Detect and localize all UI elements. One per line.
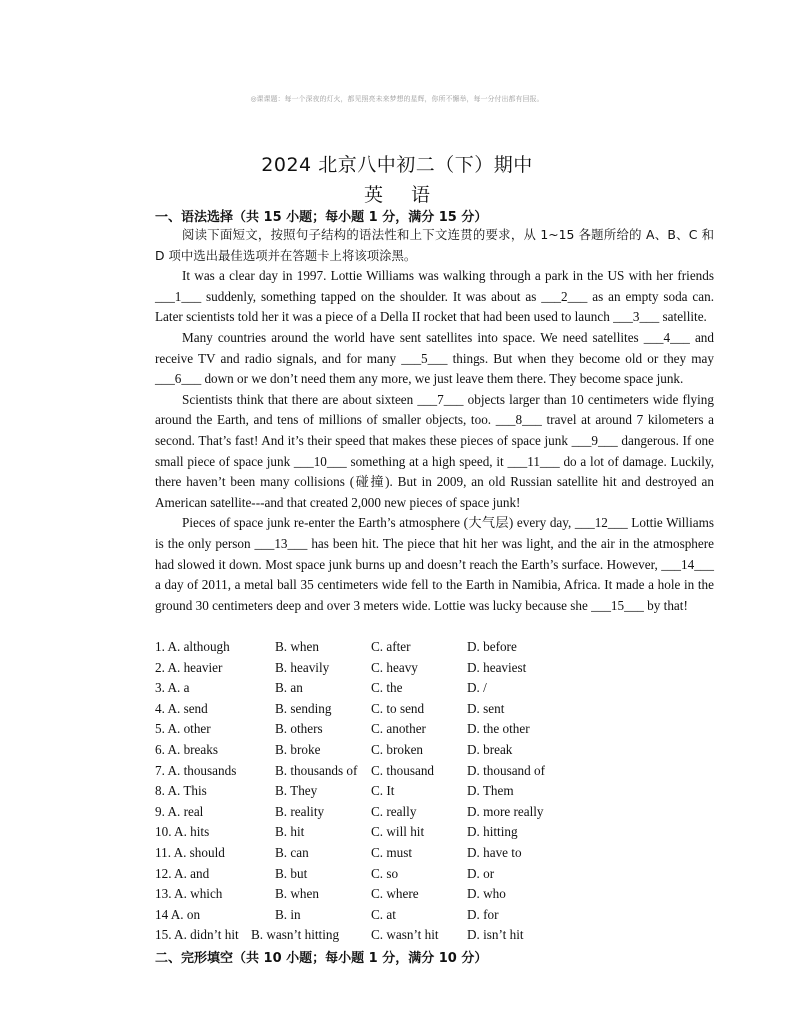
option-d: D. isn’t hit: [467, 927, 524, 943]
option-d: D. hitting: [467, 824, 518, 840]
option-b: B. when: [275, 639, 319, 654]
option-c: C. at: [371, 906, 396, 922]
option-row-10: [155, 822, 715, 843]
option-d: D. or: [467, 865, 495, 881]
answer-options: [155, 637, 715, 946]
option-row-7: [155, 761, 715, 782]
option-d: D. before: [467, 639, 517, 654]
option-row-6: [155, 740, 715, 761]
option-c: C. thousand: [371, 762, 435, 778]
header-watermark: ◎课课题：每一个深夜的灯火，都见照亮未来梦想的星辉，你所不懈举，每一分付出都有回报。: [250, 95, 544, 103]
option-d: D. sent: [467, 700, 505, 716]
option-c: C. really: [371, 803, 417, 819]
option-a: 7. A. thousands: [155, 762, 237, 778]
option-b: B. thousands of: [275, 762, 358, 778]
option-row-3: [155, 678, 715, 699]
option-a: 10. A. hits: [155, 824, 210, 840]
exam-title: 2024 北京八中初二（下）期中: [261, 154, 533, 176]
passage-paragraph-1: It was a clear day in 1997. Lottie Williams was walking through a park in the US with her friends ___1___ suddenly, something tapped on the shoulder. It was about as ___2___ as an empty soda can. Later scientists told her it was a piece of a Della II rocket that had been used to launch ___3___ satellite.: [155, 268, 714, 325]
option-d: D. who: [467, 886, 506, 902]
option-b: B. wasn’t hitting: [251, 927, 340, 943]
option-c: C. after: [371, 639, 411, 654]
option-a: 9. A. real: [155, 803, 204, 819]
option-b: B. but: [275, 865, 308, 881]
option-b: B. broke: [275, 741, 321, 757]
option-row-12: [155, 864, 715, 885]
option-d: D. break: [467, 741, 513, 757]
option-c: C. so: [371, 865, 399, 881]
option-b: B. reality: [275, 803, 325, 819]
option-a: 2. A. heavier: [155, 659, 223, 675]
option-a: 5. A. other: [155, 721, 211, 737]
option-c: C. heavy: [371, 659, 418, 675]
option-c: C. broken: [371, 741, 424, 757]
option-a: 8. A. This: [155, 783, 207, 799]
option-b: B. heavily: [275, 659, 330, 675]
option-c: C. the: [371, 680, 403, 696]
option-d: D. Them: [467, 783, 514, 799]
option-c: C. to send: [371, 700, 425, 716]
option-c: C. where: [371, 886, 419, 902]
exam-subject: 英 语: [363, 184, 431, 206]
instructions: 阅读下面短文，按照句子结构的语法性和上下文连贯的要求，从 1~15 各题所给的 A、B、C 和 D 项中选出最佳选项并在答题卡上将该项涂黑。: [155, 227, 714, 263]
passage-paragraph-3: Scientists think that there are about sixteen ___7___ objects larger than 10 centimeters wide flying around the Earth, and tens of millions of smaller objects, too. ___8___ travel at around 7 kilometers a second. That’s fast! And it’s their speed that makes these pieces of space junk ___9___ dangerous. If one small piece of space junk ___10___ something at a high speed, it ___11___ do a lot of damage. Luckily, there haven’t been many collisions (碰撞). But in 2009, an old Russian satellite hit and destroyed an American satellite---and that created 2,000 new pieces of space junk!: [155, 391, 714, 510]
option-a: 6. A. breaks: [155, 741, 218, 757]
option-row-15: [155, 925, 715, 946]
option-d: D. heaviest: [467, 659, 527, 675]
option-d: D. the other: [467, 721, 530, 737]
option-d: D. /: [467, 680, 487, 696]
option-a: 1. A. although: [155, 639, 230, 654]
passage-paragraph-2: Many countries around the world have sent satellites into space. We need satellites ___4___ and receive TV and radio signals, and for many ___5___ things. But when they become old or they may ___6___ down or we don’t need them any more, we just leave them there. They become space junk.: [155, 329, 714, 387]
option-a: 12. A. and: [155, 865, 210, 881]
option-a: 13. A. which: [155, 886, 223, 902]
option-a: 3. A. a: [155, 680, 190, 696]
option-b: B. an: [275, 680, 303, 696]
option-row-4: [155, 699, 715, 720]
passage-body: [155, 225, 714, 616]
option-row-13: [155, 884, 715, 905]
option-d: D. thousand of: [467, 762, 546, 778]
option-c: C. another: [371, 721, 426, 737]
option-d: D. for: [467, 906, 499, 922]
section-2-heading: 二、完形填空（共 10 小题；每小题 1 分，满分 10 分）: [155, 951, 488, 966]
option-row-2: [155, 658, 715, 679]
option-b: B. in: [275, 906, 301, 922]
option-c: C. wasn’t hit: [371, 927, 439, 943]
option-row-11: [155, 843, 715, 864]
option-b: B. sending: [275, 700, 332, 716]
option-b: B. can: [275, 844, 309, 860]
passage-paragraph-4: Pieces of space junk re-enter the Earth’s atmosphere (大气层) every day, ___12___ Lottie Williams is the only person ___13___ has been hit. The piece that hit her was light, and the air in the atmosphere had slowed it down. Most space junk burns up and doesn’t reach the Earth’s surface. However, ___14___ a day of 2011, a metal ball 35 centimeters wide fell to the Earth in Namibia, Africa. It made a hole in the ground 30 centimeters deep and over 3 meters wide. Lottie was lucky because she ___15___ by that!: [155, 515, 714, 613]
option-row-8: [155, 781, 715, 802]
option-a: 14 A. on: [155, 906, 201, 922]
option-b: B. hit: [275, 824, 305, 840]
option-row-9: [155, 802, 715, 823]
option-d: D. more really: [467, 803, 544, 819]
option-row-5: [155, 719, 715, 740]
option-row-14: [155, 905, 715, 926]
option-c: C. will hit: [371, 824, 425, 840]
option-c: C. It: [371, 783, 395, 799]
option-c: C. must: [371, 844, 413, 860]
option-a: 4. A. send: [155, 700, 208, 716]
option-d: D. have to: [467, 844, 522, 860]
option-b: B. They: [275, 783, 318, 799]
section-1-heading: 一、语法选择（共 15 小题；每小题 1 分，满分 15 分）: [155, 210, 488, 225]
option-b: B. when: [275, 886, 319, 902]
option-a: 11. A. should: [155, 844, 225, 860]
option-a: 15. A. didn’t hit: [155, 927, 239, 943]
option-b: B. others: [275, 721, 323, 737]
option-row-1: [155, 637, 715, 658]
